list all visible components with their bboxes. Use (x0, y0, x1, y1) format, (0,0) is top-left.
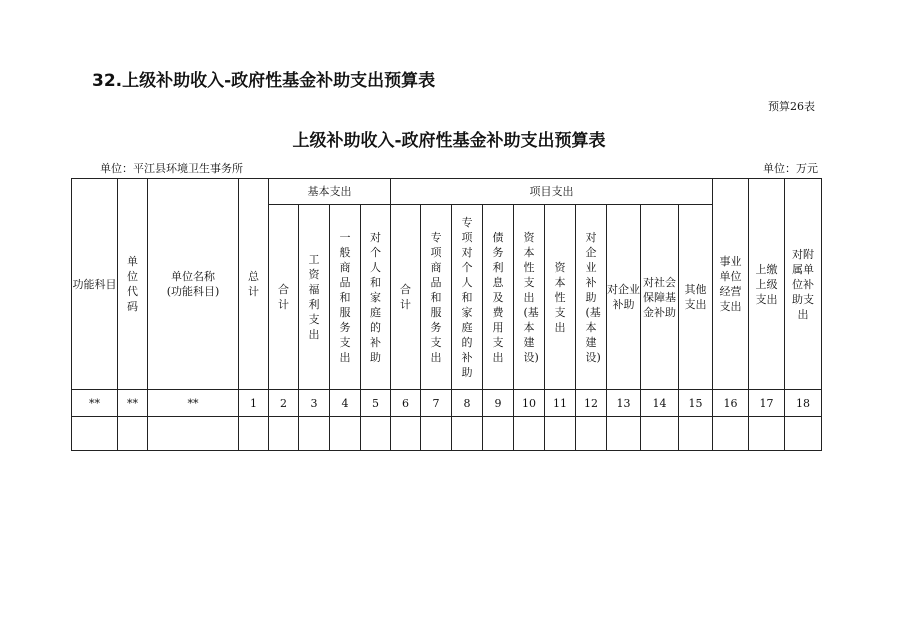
index-cell: 11 (545, 390, 576, 417)
index-cell: 17 (749, 390, 785, 417)
table-number: 预算26表 (768, 100, 815, 113)
index-cell: 13 (607, 390, 641, 417)
data-cell (391, 417, 421, 451)
data-cell (361, 417, 391, 451)
empty-data-row (72, 417, 822, 451)
index-cell: ** (72, 390, 118, 417)
data-cell (641, 417, 679, 451)
header-cell: 资本性支出 (545, 205, 576, 390)
index-cell: 8 (452, 390, 483, 417)
header-group-project: 项目支出 (391, 179, 713, 205)
data-cell (421, 417, 452, 451)
index-cell: 1 (239, 390, 269, 417)
index-cell: 9 (483, 390, 514, 417)
header-cell: 债务利息及费用支出 (483, 205, 514, 390)
header-cell: 资本性支出(基本建设) (514, 205, 545, 390)
data-cell (785, 417, 822, 451)
data-cell (330, 417, 361, 451)
index-cell: 3 (299, 390, 330, 417)
data-cell (514, 417, 545, 451)
table-title: 上级补助收入-政府性基金补助支出预算表 (292, 131, 606, 151)
index-cell: 12 (576, 390, 607, 417)
data-cell (713, 417, 749, 451)
header-cell: 专项商品和服务支出 (421, 205, 452, 390)
index-cell: ** (118, 390, 148, 417)
header-cell: 对企业补助(基本建设) (576, 205, 607, 390)
header-cell: 总计 (239, 179, 269, 390)
header-cell: 对附属单位补助支出 (785, 179, 822, 390)
data-cell (299, 417, 330, 451)
header-group-row (72, 179, 822, 205)
header-cell: 专项对个人和家庭的补助 (452, 205, 483, 390)
data-cell (607, 417, 641, 451)
header-cell: 单位名称(功能科目) (148, 179, 239, 390)
data-cell (452, 417, 483, 451)
header-cell: 一般商品和服务支出 (330, 205, 361, 390)
index-cell: 7 (421, 390, 452, 417)
index-cell: 16 (713, 390, 749, 417)
header-cell: 合计 (391, 205, 421, 390)
data-cell (749, 417, 785, 451)
data-cell (269, 417, 299, 451)
header-cell: 工资福利支出 (299, 205, 330, 390)
index-cell: ** (148, 390, 239, 417)
data-cell (576, 417, 607, 451)
index-row (72, 390, 822, 417)
data-cell (679, 417, 713, 451)
section-heading: 32.上级补助收入-政府性基金补助支出预算表 (92, 71, 436, 91)
index-cell: 14 (641, 390, 679, 417)
data-cell (483, 417, 514, 451)
index-cell: 2 (269, 390, 299, 417)
header-cell: 单位代码 (118, 179, 148, 390)
header-cell: 其他支出 (679, 205, 713, 390)
budget-table (71, 178, 822, 451)
data-cell (118, 417, 148, 451)
data-cell (239, 417, 269, 451)
index-cell: 5 (361, 390, 391, 417)
header-cell: 对个人和家庭的补助 (361, 205, 391, 390)
index-cell: 18 (785, 390, 822, 417)
data-cell (72, 417, 118, 451)
index-cell: 15 (679, 390, 713, 417)
header-group-basic: 基本支出 (269, 179, 391, 205)
data-cell (148, 417, 239, 451)
index-cell: 6 (391, 390, 421, 417)
header-cell: 对企业补助 (607, 205, 641, 390)
header-cell: 上缴上级支出 (749, 179, 785, 390)
header-cell: 合计 (269, 205, 299, 390)
index-cell: 4 (330, 390, 361, 417)
header-cell: 事业单位经营支出 (713, 179, 749, 390)
unit-currency: 单位：万元 (763, 162, 818, 175)
header-cell: 功能科目 (72, 179, 118, 390)
unit-organization: 单位：平江县环境卫生事务所 (100, 162, 243, 175)
header-cell: 对社会保障基金补助 (641, 205, 679, 390)
data-cell (545, 417, 576, 451)
index-cell: 10 (514, 390, 545, 417)
